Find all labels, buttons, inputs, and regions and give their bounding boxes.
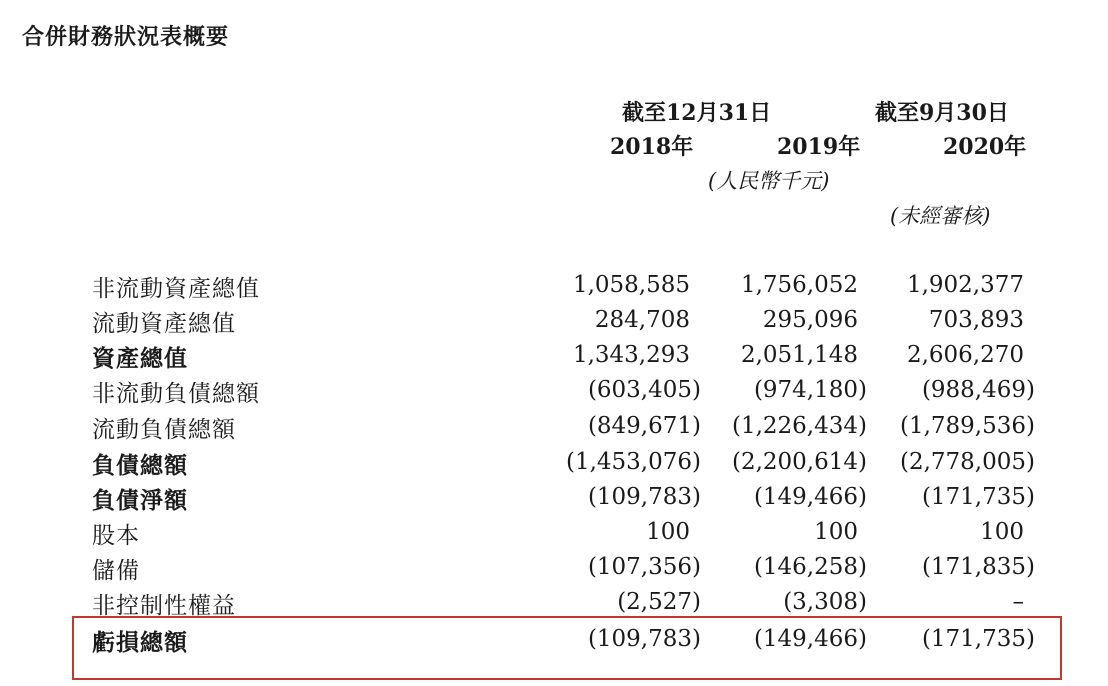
- cell-value-2020: (988,469): [921, 377, 1035, 403]
- period-header-sep30: 截至9月30日: [875, 100, 1009, 126]
- cell-value-2020: (171,735): [921, 626, 1035, 652]
- row-label: 非流動負債總額: [92, 381, 260, 407]
- row-label: 負債淨額: [92, 487, 188, 514]
- table-row: [0, 585, 1108, 620]
- cell-value-2018: (849,671): [587, 413, 701, 439]
- cell-value-2020: 703,893: [928, 307, 1024, 333]
- cell-value-2018: (109,783): [587, 484, 701, 510]
- year-header-2018: 2018年: [610, 134, 694, 160]
- cell-value-2020: –: [1012, 589, 1024, 615]
- cell-value-2020: (171,735): [921, 484, 1035, 510]
- cell-value-2018: 1,058,585: [572, 272, 690, 298]
- row-label: 儲備: [92, 558, 140, 584]
- cell-value-2020: (1,789,536): [899, 413, 1035, 439]
- cell-value-2020: 2,606,270: [906, 342, 1024, 368]
- cell-value-2018: 284,708: [594, 307, 690, 333]
- row-label: 股本: [92, 523, 140, 549]
- cell-value-2019: 2,051,148: [740, 342, 858, 368]
- cell-value-2018: (1,453,076): [565, 449, 701, 475]
- table-row: [0, 515, 1108, 550]
- table-row: [0, 445, 1108, 480]
- table-row: [0, 268, 1108, 303]
- cell-value-2019: (149,466): [753, 626, 867, 652]
- row-label: 資產總值: [92, 345, 188, 372]
- cell-value-2020: 1,902,377: [906, 272, 1024, 298]
- table-row: [0, 373, 1108, 408]
- cell-value-2018: (603,405): [587, 377, 701, 403]
- cell-value-2020: 100: [980, 519, 1024, 545]
- row-label: 非流動資產總值: [92, 276, 260, 302]
- cell-value-2019: 1,756,052: [740, 272, 858, 298]
- row-label: 流動資產總值: [92, 311, 236, 337]
- cell-value-2019: 100: [814, 519, 858, 545]
- cell-value-2020: (171,835): [921, 554, 1035, 580]
- table-row: [0, 550, 1108, 585]
- cell-value-2019: (3,308): [783, 589, 867, 615]
- cell-value-2019: (2,200,614): [731, 449, 867, 475]
- row-label: 負債總額: [92, 452, 188, 479]
- table-row: [0, 303, 1108, 338]
- cell-value-2019: (1,226,434): [731, 413, 867, 439]
- cell-value-2018: 100: [646, 519, 690, 545]
- table-row: [0, 409, 1108, 444]
- cell-value-2018: 1,343,293: [572, 342, 690, 368]
- table-row: [0, 480, 1108, 515]
- cell-value-2019: 295,096: [762, 307, 858, 333]
- cell-value-2019: (146,258): [753, 554, 867, 580]
- highlight-box: [72, 616, 1062, 680]
- page-title: 合併財務狀況表概要: [22, 25, 230, 50]
- row-label: 流動負債總額: [92, 417, 236, 443]
- currency-unit-note: (人民幣千元): [708, 169, 830, 193]
- year-header-2020: 2020年: [943, 134, 1027, 160]
- unaudited-note: (未經審核): [890, 204, 991, 228]
- year-header-2019: 2019年: [777, 134, 861, 160]
- cell-value-2019: (974,180): [753, 377, 867, 403]
- cell-value-2019: (149,466): [753, 484, 867, 510]
- cell-value-2020: (2,778,005): [899, 449, 1035, 475]
- table-row: [0, 338, 1108, 373]
- row-label: 非控制性權益: [92, 593, 236, 619]
- cell-value-2018: (2,527): [617, 589, 701, 615]
- period-header-dec31: 截至12月31日: [622, 100, 772, 126]
- row-label: 虧損總額: [92, 629, 188, 656]
- cell-value-2018: (109,783): [587, 626, 701, 652]
- cell-value-2018: (107,356): [587, 554, 701, 580]
